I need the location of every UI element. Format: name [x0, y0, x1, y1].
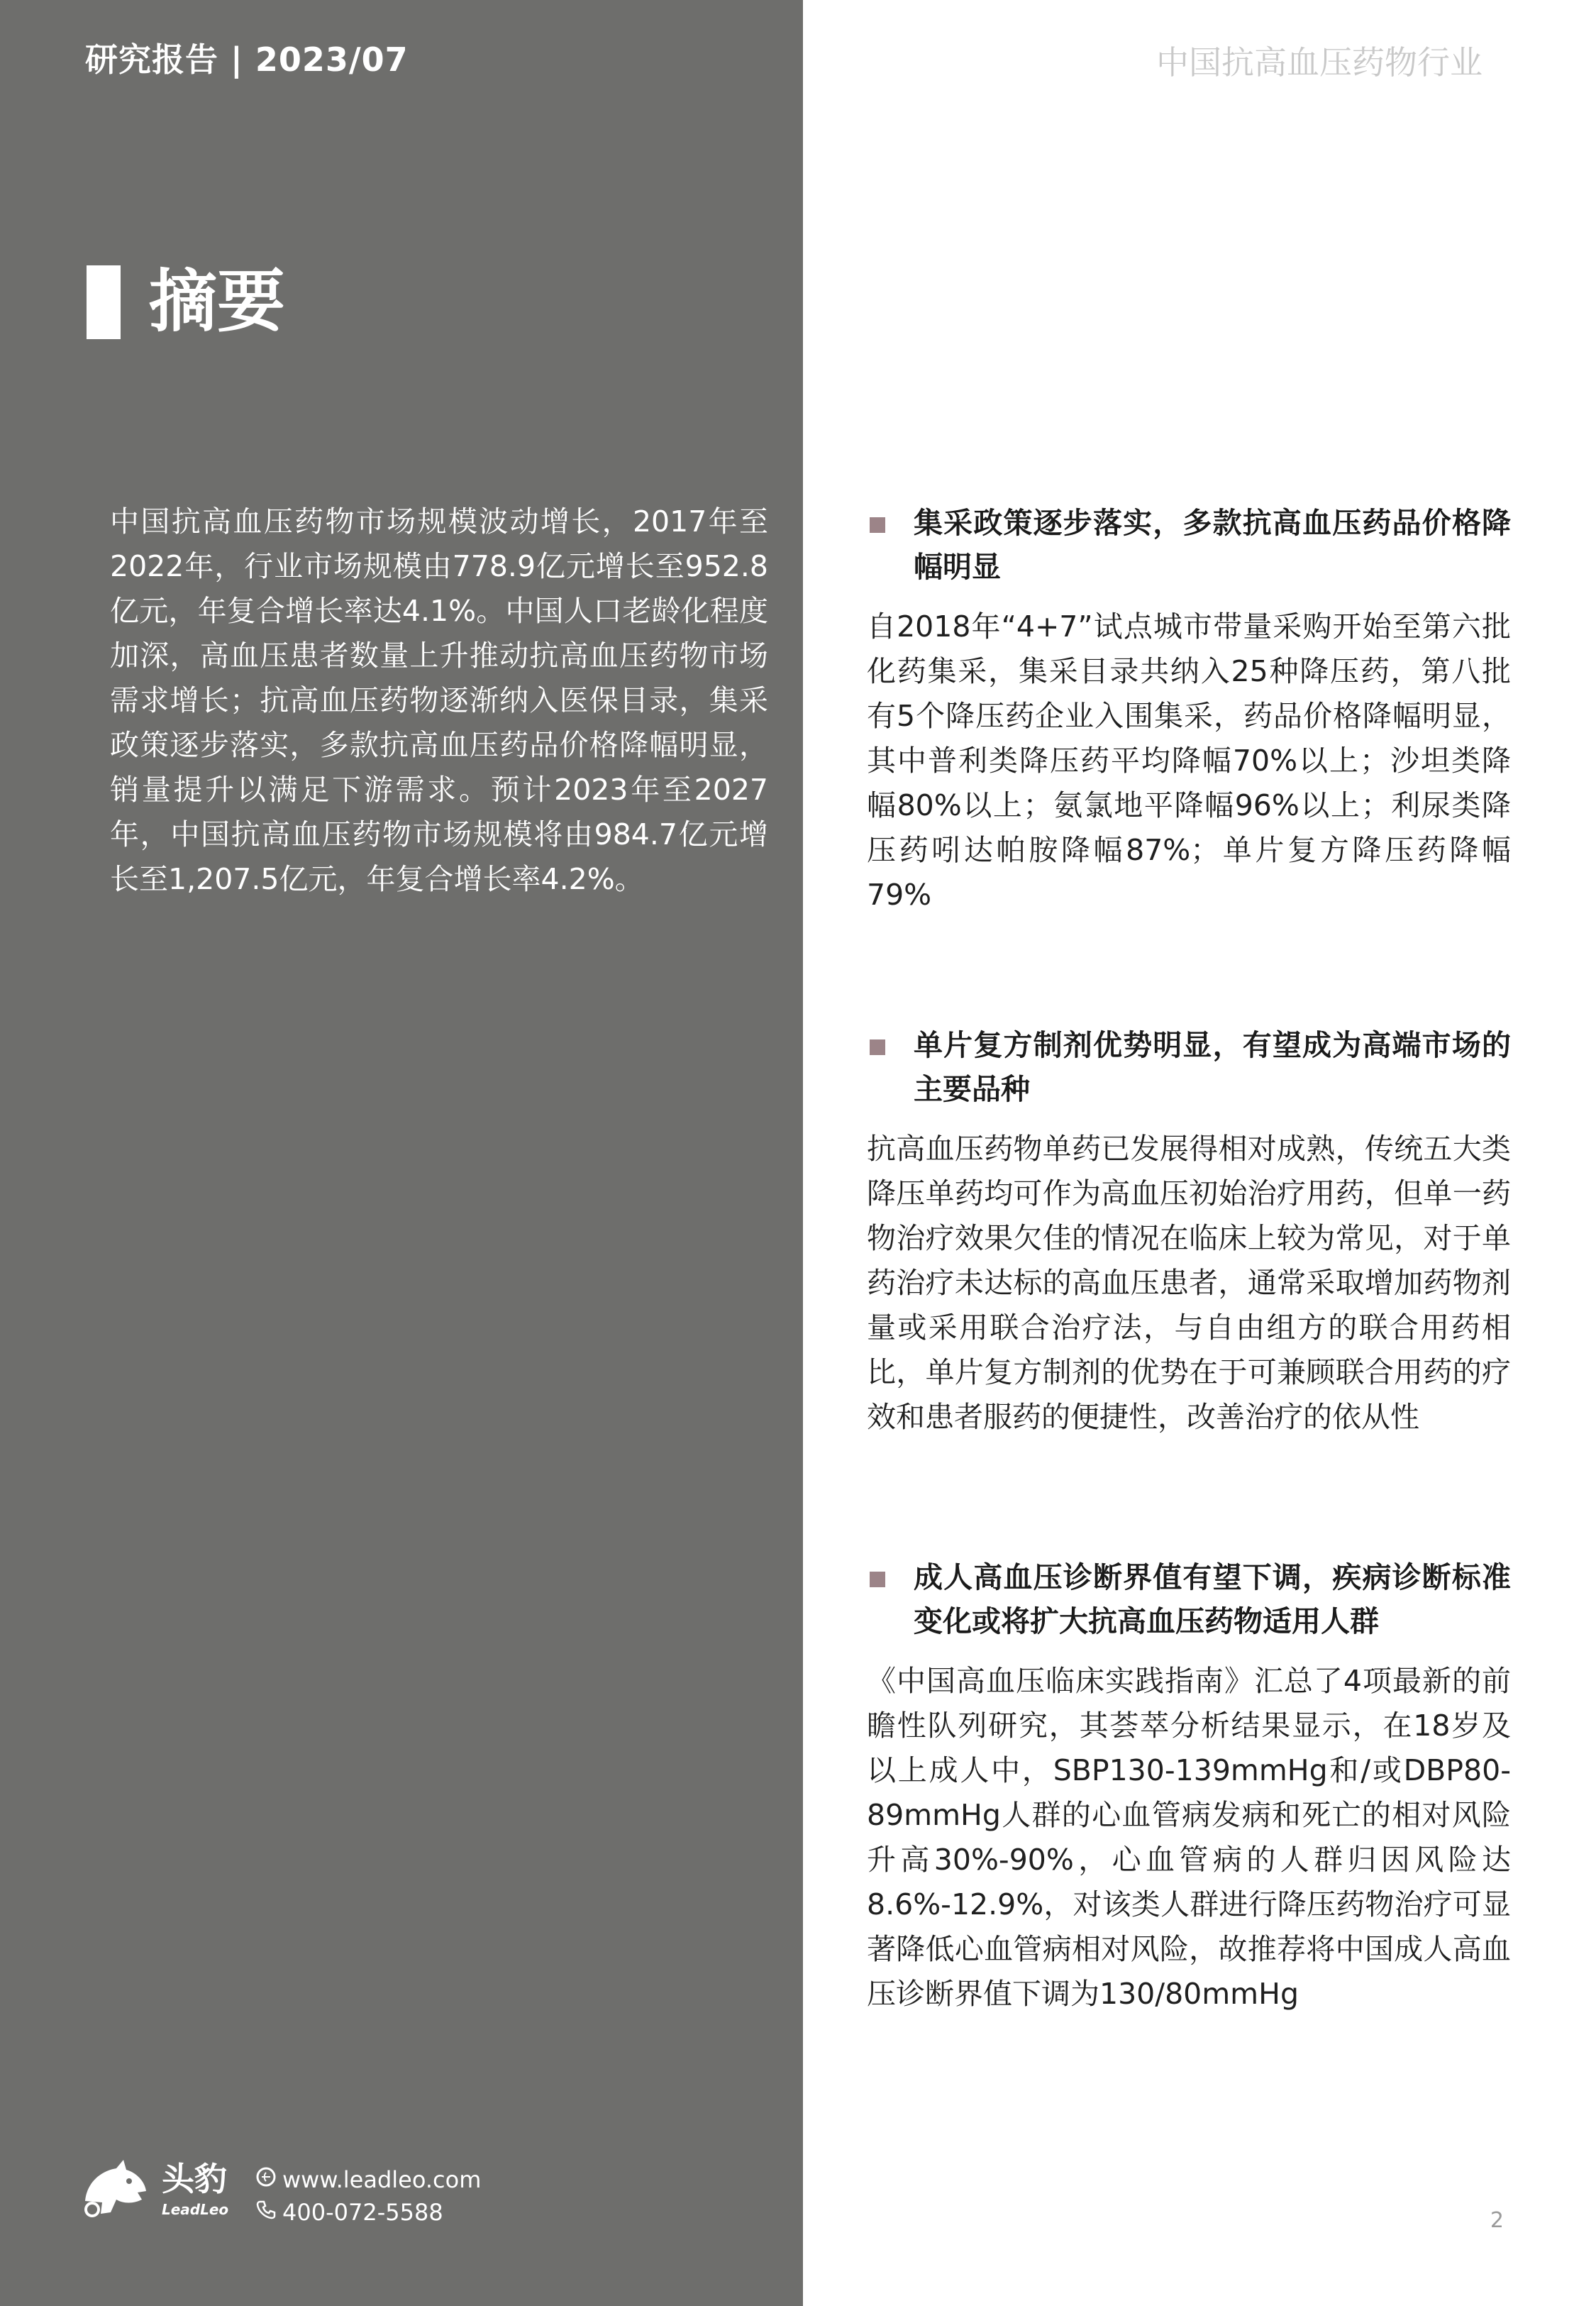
- bullet-square-icon: [870, 517, 885, 533]
- key-point-heading: 单片复方制剂优势明显，有望成为高端市场的主要品种: [914, 1028, 1511, 1106]
- page-number: 2: [1490, 2208, 1504, 2233]
- summary-paragraph: 中国抗高血压药物市场规模波动增长，2017年至2022年，行业市场规模由778.9亿元增长至952.8亿元，年复合增长率达4.1%。中国人口老龄化程度加深，高血压患者数量上升推动抗高血压药物市场需求增长；抗高血压药物逐渐纳入医保目录，集采政策逐步落实，多款抗高血压药品价格降幅明显，销量提升以满足下游需求。预计2023年至2027年，中国抗高血压药物市场规模将由984.7亿元增长至1,207.5亿元，年复合增长率4.2%。: [110, 504, 768, 896]
- leopard-logo-icon: [79, 2157, 150, 2221]
- key-point-body: 抗高血压药物单药已发展得相对成熟，传统五大类降压单药均可作为高血压初始治疗用药，但单一药物治疗效果欠佳的情况在临床上较为常见，对于单药治疗未达标的高血压患者，通常采取增加药物剂量或采用联合治疗法，与自由组方的联合用药相比，单片复方制剂的优势在于可兼顾联合用药的疗效和患者服药的便捷性，改善治疗的依从性: [867, 1132, 1511, 1434]
- key-point-heading: 集采政策逐步落实，多款抗高血压药品价格降幅明显: [914, 506, 1511, 584]
- key-point-body: 《中国高血压临床实践指南》汇总了4项最新的前瞻性队列研究，其荟萃分析结果显示，在18岁及以上成人中，SBP130-139mmHg和/或DBP80-89mmHg人群的心血管病发病和死亡的相对风险升高30%-90%，心血管病的人群归因风险达8.6%-12.9%，对该类人群进行降压药物治疗可显著降低心血管病相对风险，故推荐将中国成人高血压诊断界值下调为130/80mmHg: [867, 1664, 1511, 2011]
- bullet-square-icon: [870, 1572, 885, 1587]
- website-link[interactable]: www.leadleo.com: [282, 2166, 482, 2193]
- key-point-body: 自2018年“4+7”试点城市带量采购开始至第六批化药集采，集采目录共纳入25种降压药，第八批有5个降压药企业入围集采，药品价格降幅明显，其中普利类降压药平均降幅70%以上；沙坦类降幅80%以上；氨氯地平降幅96%以上；利尿类降压药吲达帕胺降幅87%；单片复方降压药降幅79%: [867, 609, 1511, 912]
- key-point-1: [867, 501, 1511, 917]
- logo-english-name: LeadLeo: [162, 2201, 229, 2218]
- key-point-heading: 成人高血压诊断界值有望下调，疾病诊断标准变化或将扩大抗高血压药物适用人群: [914, 1560, 1511, 1638]
- web-icon: [255, 2166, 282, 2194]
- key-point-2: [867, 1023, 1511, 1440]
- industry-title: 中国抗高血压药物行业: [1156, 43, 1483, 82]
- phone-number: 400-072-5588: [282, 2199, 443, 2226]
- bullet-square-icon: [870, 1039, 885, 1055]
- website-row: [255, 2164, 481, 2194]
- report-tag: 研究报告 | 2023/07: [85, 40, 409, 79]
- section-marker-bar: [87, 265, 121, 339]
- key-point-3: [867, 1555, 1511, 2017]
- phone-icon: [255, 2198, 282, 2227]
- phone-row: [255, 2197, 443, 2227]
- section-title: 摘要: [149, 262, 285, 341]
- logo-chinese-name: 头豹: [162, 2160, 227, 2198]
